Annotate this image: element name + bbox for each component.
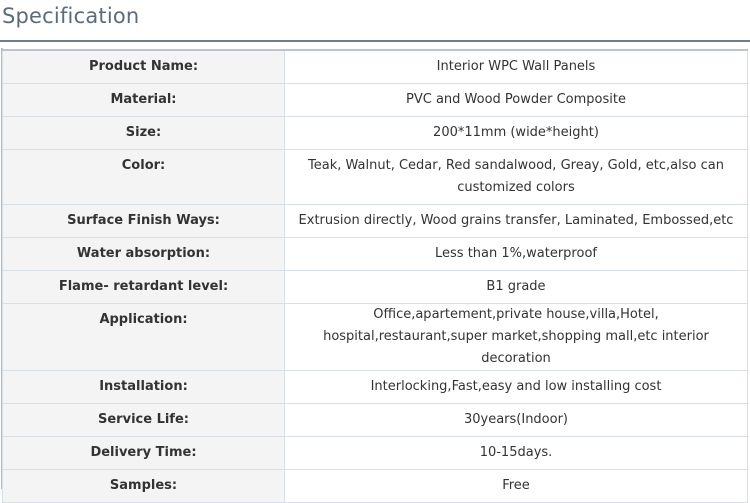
row-label: Product Name: <box>3 50 285 83</box>
table-row <box>3 270 748 303</box>
row-label: Water absorption: <box>3 237 285 270</box>
row-label: Material: <box>3 83 285 116</box>
row-value: Extrusion directly, Wood grains transfer, Laminated, Embossed,etc <box>285 204 748 237</box>
row-value: 10-15days. <box>285 436 748 469</box>
row-value: Less than 1%,waterproof <box>285 237 748 270</box>
table-row <box>3 436 748 469</box>
row-value: Interior WPC Wall Panels <box>285 50 748 83</box>
row-value: PVC and Wood Powder Composite <box>285 83 748 116</box>
table-row <box>3 204 748 237</box>
row-label: Application: <box>3 303 285 370</box>
row-label: Installation: <box>3 370 285 403</box>
specification-table <box>2 49 748 503</box>
table-row <box>3 116 748 149</box>
table-row <box>3 469 748 502</box>
row-label: Delivery Time: <box>3 436 285 469</box>
table-row <box>3 237 748 270</box>
heading-bar <box>0 0 750 42</box>
row-value: Free <box>285 469 748 502</box>
page-title: Specification <box>2 4 140 28</box>
table-row <box>3 403 748 436</box>
row-value: 30years(Indoor) <box>285 403 748 436</box>
row-value: B1 grade <box>285 270 748 303</box>
row-label: Flame- retardant level: <box>3 270 285 303</box>
row-label: Service Life: <box>3 403 285 436</box>
row-label: Samples: <box>3 469 285 502</box>
table-row <box>3 50 748 83</box>
table-row <box>3 149 748 204</box>
row-value: Teak, Walnut, Cedar, Red sandalwood, Greay, Gold, etc,also can customized colors <box>285 149 748 204</box>
row-label: Size: <box>3 116 285 149</box>
table-row <box>3 303 748 370</box>
row-value: Office,apartement,private house,villa,Hotel, hospital,restaurant,super market,shopping mall,etc interior decoration <box>285 303 748 370</box>
row-label: Color: <box>3 149 285 204</box>
table-row <box>3 83 748 116</box>
row-value: 200*11mm (wide*height) <box>285 116 748 149</box>
row-label: Surface Finish Ways: <box>3 204 285 237</box>
table-row <box>3 370 748 403</box>
row-value: Interlocking,Fast,easy and low installing cost <box>285 370 748 403</box>
